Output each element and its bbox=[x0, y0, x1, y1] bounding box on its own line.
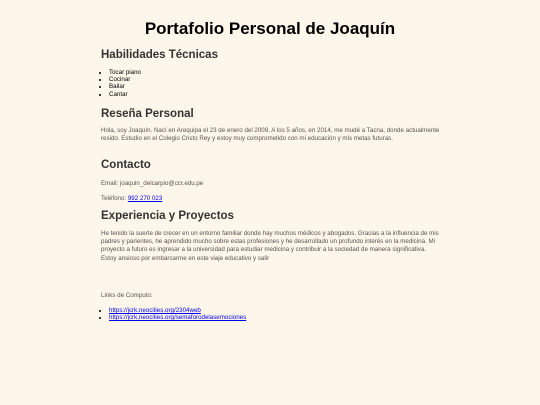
phone-link[interactable]: 992 270 023 bbox=[127, 195, 163, 202]
bio-text: Hola, soy Joaquín. Nací en Arequipa el 23 de enero del 2009. A los 5 años, en 2014, me mudé a Tacna, donde actualmente resido. Estudio en el Colegio Cristo Rey y estoy muy comprometido con mi educación y mis metas futuras. bbox=[101, 127, 440, 143]
link-semaforo[interactable]: https://jcrk.neocities.org/semaforodelasemociones bbox=[109, 314, 247, 322]
contact-heading: Contacto bbox=[101, 159, 151, 171]
link-2304web[interactable]: https://jcrk.neocities.org/2304web bbox=[109, 307, 201, 314]
list-item: • Cocinar bbox=[109, 76, 141, 83]
skills-list bbox=[101, 69, 141, 98]
skills-heading: Habilidades Técnicas bbox=[101, 49, 218, 61]
experience-heading: Experiencia y Proyectos bbox=[101, 210, 234, 222]
list-item: • Tocar piano bbox=[109, 69, 141, 76]
phone-line bbox=[101, 195, 441, 203]
phone-label: Teléfono: bbox=[101, 195, 127, 202]
links-label: Links de Computo: bbox=[101, 292, 153, 299]
list-item bbox=[109, 307, 246, 314]
experience-text: He tenido la suerte de crecer en un entorno familiar donde hay muchos médicos y abogados. Gracias a la influencia de mis padres y parientes, he aprendido mucho sobre estas profesiones y he desarrollado un profundo interés en la medicina. Mi proyecto a futuro es ingresar a la universidad para estudiar medicina y contribuir a la sociedad de manera significativa. Estoy ansioso por embarcarme en este viaje educativo y salir bbox=[101, 230, 439, 262]
links-list bbox=[101, 307, 246, 321]
list-item bbox=[109, 314, 246, 321]
page-title: Portafolio Personal de Joaquín bbox=[144, 19, 396, 38]
list-item: • Cantar bbox=[109, 91, 141, 98]
list-item: • Bailar bbox=[109, 83, 141, 90]
bio-heading: Reseña Personal bbox=[101, 108, 194, 120]
email-text: Email: joaquin_delcarpio@ccr.edu.pe bbox=[101, 180, 204, 187]
